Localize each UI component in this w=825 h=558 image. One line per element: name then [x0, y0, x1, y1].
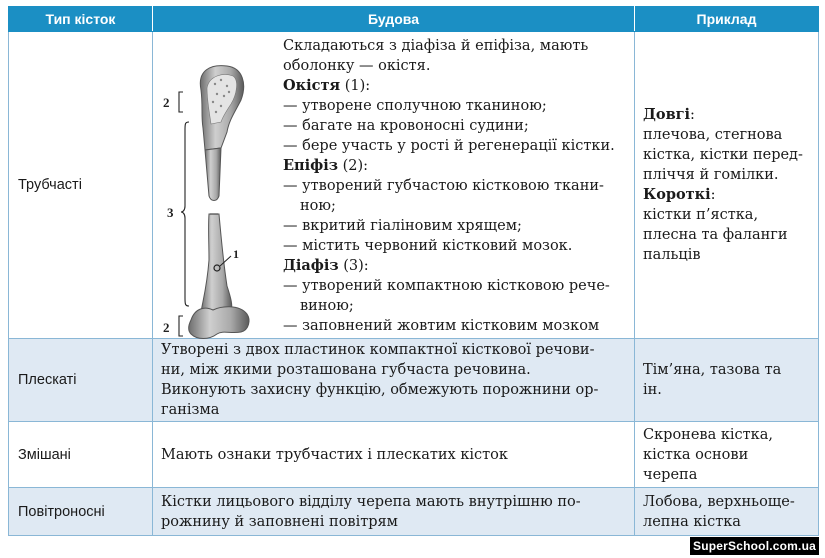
table-header-row — [9, 7, 819, 32]
text-line: — утворений компактною кістковою рече- — [283, 278, 610, 294]
type-cell: Плескаті — [9, 339, 153, 422]
diaphysis — [201, 214, 232, 312]
text-line: ни, між якими розташована губчаста речовина. — [161, 362, 531, 378]
type-cell: Повітроносні — [9, 488, 153, 536]
text-line: Складаються з діафіза й епіфіза, мають — [283, 38, 589, 54]
label-diaphysis: 3 — [167, 205, 174, 220]
text-line: плесна та фаланги — [643, 227, 788, 243]
text-line: — багате на кровоносні судини; — [283, 118, 529, 134]
text-line: оболонку — окістя. — [283, 58, 431, 74]
text-line: Скронева кістка, — [643, 426, 773, 443]
text-line: лепна кістка — [643, 513, 741, 530]
watermark: SuperSchool.com.ua — [690, 537, 819, 555]
text-line: виною; — [300, 298, 354, 314]
text-line: — містить червоний кістковий мозок. — [283, 238, 573, 254]
text-line: Кістки лицьового відділу черепа мають внутрішню по- — [161, 493, 581, 510]
text-line: ною; — [300, 198, 336, 214]
text-line: ганізма — [161, 402, 220, 418]
header-structure: Будова — [153, 7, 635, 32]
text-line: — утворене сполучною тканиною; — [283, 98, 547, 114]
text-line: кістки п’ястка, — [643, 207, 759, 223]
type-cell: Трубчасті — [9, 32, 153, 339]
example-cell — [635, 32, 819, 339]
section-heading: Окістя (1): — [283, 77, 371, 94]
text-line: Лобова, верхньоще- — [643, 493, 795, 510]
bottom-epiphysis — [189, 307, 249, 339]
table-row-mixed — [9, 422, 819, 488]
label-top-epiphysis: 2 — [163, 95, 170, 110]
example-heading: Довгі: — [643, 106, 695, 123]
text-line: Тім’яна, тазова та — [643, 362, 782, 378]
table-row-flat — [9, 339, 819, 422]
structure-cell — [153, 488, 635, 536]
header-example: Приклад — [635, 7, 819, 32]
header-type: Тип кісток — [9, 7, 153, 32]
example-cell — [635, 488, 819, 536]
section-heading: Епіфіз (2): — [283, 157, 369, 174]
structure-cell — [153, 339, 635, 422]
text-line: кістка основи — [643, 446, 749, 463]
text-line: — вкритий гіаліновим хрящем; — [283, 218, 522, 234]
label-periosteum: 1 — [233, 247, 239, 261]
bone-types-table — [8, 6, 819, 536]
label-bottom-epiphysis: 2 — [163, 320, 170, 335]
example-cell — [635, 422, 819, 488]
text-line: пальців — [643, 247, 701, 263]
table-row-tubular — [9, 32, 819, 339]
section-heading: Діафіз (3): — [283, 257, 369, 274]
example-heading: Короткі: — [643, 186, 716, 203]
example-cell — [635, 339, 819, 422]
text-line: Мають ознаки трубчастих і плескатих кісток — [161, 446, 508, 463]
bone-illustration — [161, 50, 271, 340]
text-line: — утворений губчастою кістковою ткани- — [283, 178, 604, 194]
text-line: — бере участь у рості й регенерації кістки. — [283, 138, 615, 154]
text-line: Утворені з двох пластинок компактної кісткової речови- — [161, 342, 595, 358]
text-line: — заповнений жовтим кістковим мозком — [283, 318, 600, 334]
type-cell: Змішані — [9, 422, 153, 488]
text-line: Виконують захисну функцію, обмежують порожнини ор- — [161, 382, 599, 398]
structure-cell — [153, 422, 635, 488]
table-row-pneumatic — [9, 488, 819, 536]
structure-text — [283, 36, 630, 336]
text-line: пліччя й гомілки. — [643, 167, 779, 183]
text-line: кістка, кістки перед- — [643, 147, 803, 163]
text-line: рожнину й заповнені повітрям — [161, 513, 398, 530]
text-line: ін. — [643, 382, 662, 398]
text-line: черепа — [643, 466, 698, 483]
text-line: плечова, стегнова — [643, 127, 783, 143]
structure-cell — [153, 32, 635, 339]
